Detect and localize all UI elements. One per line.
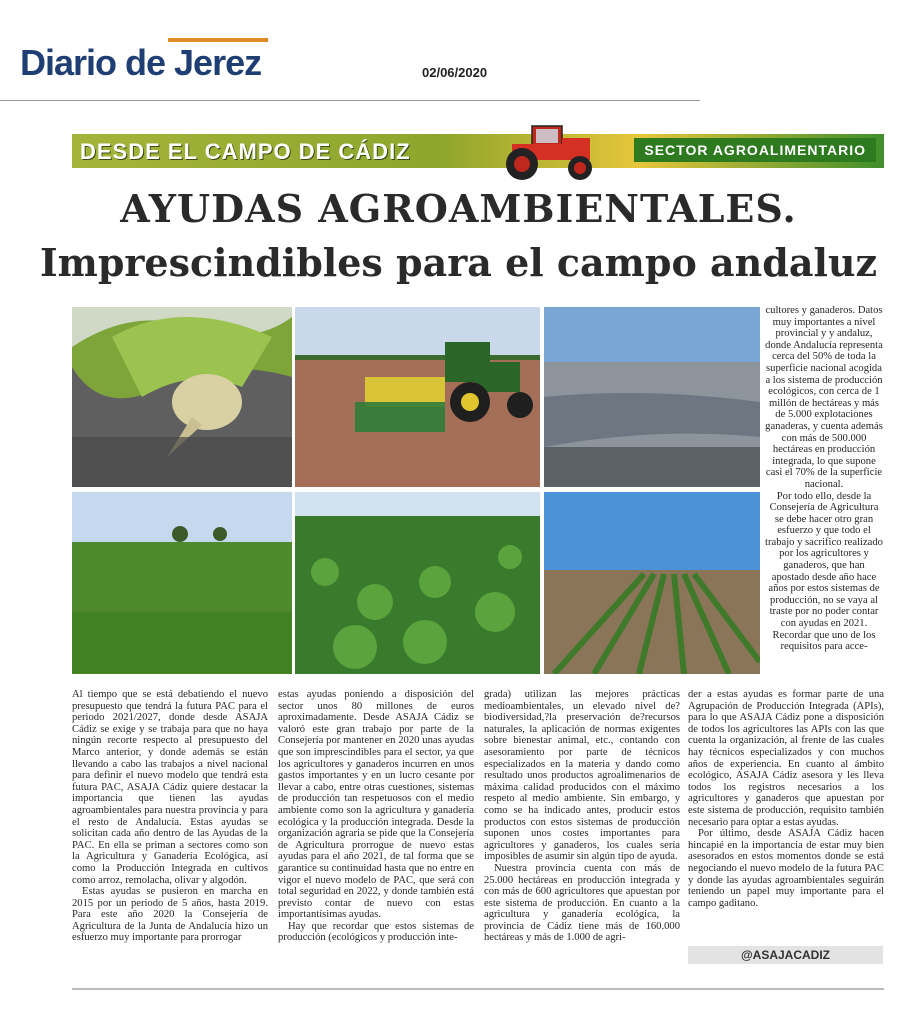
banner-sector-label: SECTOR AGROALIMENTARIO <box>634 138 876 162</box>
article-paragraph: Al tiempo que se está debatiendo el nuevo presupuesto que tendrá la futura PAC para el periodo 2021/2027, donde desde ASAJA Cádiz se exige y se trabaja para que no haya ningún recorte respecto al presupuesto del Marco anterior, y donde además se están llevando a cabo las trabajos a nivel nacional para definir el nuevo modelo que tendrá esta futura PAC, ASAJA Cádiz quiere destacar la importancia que tienen las ayudas agroambientales para nuestra provincia y para el resto de Andalucía. Estas ayudas se solicitan cada año dentro de las Ayudas de la PAC. En ella se priman a sectores como son la Agricultura y Ganadería Ecológica, así como la Producción Integrada en cultivos como arroz, remolacha, olivar y algodón. <box>72 689 268 886</box>
article-paragraph: Nuestra provincia cuenta con más de 25.000 hectáreas en producción integrada y con más de 600 agricultores que apuestan por este sistema de producción. En cuanto a la agricultura y ganadería ecológica, la provincia de Cádiz tiene más de 160.000 hectáreas y más de 1.000 de agri- <box>484 862 680 944</box>
publication-date: 02/06/2020 <box>422 65 488 80</box>
article-column-1 <box>72 689 268 944</box>
article-paragraph: Recordar que uno de los requisitos para acce- <box>772 629 876 653</box>
article-paragraph: cultores y ganaderos. Datos muy importantes a nivel provincial y y andaluz, donde Andalucía representa cerca del 50% de toda la superficie nacional acogida a los sistema de producción ecológicos, con cerca de 1 millón de hectáreas y más de 5.000 explotaciones ganaderas, y cuenta además con más de 500.000 hectáreas en producción integrada, lo que supone casi el 70% de la superficie nacional. <box>765 305 883 490</box>
article-paragraph: Por último, desde ASAJA Cádiz hacen hincapié en la importancia de estar muy bien asesorados en estos momentos donde se está negociando el nuevo modelo de la futura PAC y donde las ayudas agroambientales seguirán teniendo un papel muy importante para el campo gaditano. <box>688 828 884 909</box>
article-paragraph: Por todo ello, desde la Consejería de Agricultura se debe hacer otro gran esfuerzo y que todo el trabajo y sacrifico realizado por los agricultores y ganaderos, que han apostado desde año hace años por estos sistemas de producción, no se vaya al traste por no poder contar con ayudas en 2021. <box>765 490 883 630</box>
social-handle: @ASAJACADIZ <box>688 946 883 964</box>
photo-tractor-field <box>295 307 540 487</box>
article-paragraph: grada) utilizan las mejores prácticas medioambientales, un elevado nivel de?biodiversidad,?la preservación de?recursos naturales, la aplicación de normas exigentes sobre bienestar animal, etc., contando con asesoramiento por parte de técnicos especializados en la materia y dando como resultado unos productos agroalimenarios de máxima calidad producidos con el máximo respeto al medio ambiente. Sin embargo, y como se ha indicado antes, producir estos productos con estos sistemas de producción suponen unos costes importantes para agricultores y ganaderos, los cuales sería imposibles de asumir sin algún tipo de ayuda. <box>484 689 680 863</box>
article-paragraph: Estas ayudas se pusieron en marcha en 2015 por un periodo de 5 años, hasta 2019. Para este año 2020 la Consejería de Agricultura de la Junta de Andalucía hizo un esfuerzo muy importante para prorrogar <box>72 886 268 944</box>
article-column-right <box>764 305 884 653</box>
article-column-4 <box>688 689 884 909</box>
photo-leafy-crop <box>295 492 540 674</box>
section-banner <box>72 134 884 168</box>
photo-beet-root <box>72 307 292 487</box>
headline-main: AYUDAS AGROAMBIENTALES. <box>120 186 797 231</box>
tractor-icon <box>492 120 602 182</box>
masthead <box>0 0 917 100</box>
banner-section-title: DESDE EL CAMPO DE CÁDIZ <box>80 139 411 164</box>
article-paragraph: estas ayudas poniendo a disposición del sector unos 80 millones de euros aproximadamente. Desde ASAJA Cádiz se valoró este gran trabajo por parte de la Consejería por mantener en 2020 unas ayudas que son imprescindibles para el sector, ya que los agricultores y ganaderos incurren en unos gastos importantes y en un lucro cesante por llevar a cabo, entre otras cuestiones, sistemas de producción tan respetuosos con el medio ambiente como son la agricultura y ganadería ecológica y la producción integrada. Desde la organización agraria se pide que la Consejería de Agricultura prorrogue de nuevo estas ayudas para el año 2021, de tal forma que se garantice su continuidad hasta que no entre en vigor el nuevo modelo de PAC, que será con total seguridad en 2022, y donde también está previsto contar de nuevo con estas importantísimas ayudas. <box>278 689 474 921</box>
photo-crop-rows <box>544 492 760 674</box>
masthead-divider <box>0 100 700 101</box>
newspaper-logo: Diario de Jerez <box>20 42 262 83</box>
article-column-2 <box>278 689 474 944</box>
photo-flooded-field <box>544 307 760 487</box>
bottom-divider <box>72 988 884 990</box>
headline-sub: Imprescindibles para el campo andaluz <box>39 240 878 285</box>
photo-green-field <box>72 492 292 674</box>
article-paragraph: Hay que recordar que estos sistemas de producción (ecológicos y producción inte- <box>278 920 474 944</box>
article-column-3 <box>484 689 680 944</box>
article-paragraph: der a estas ayudas es formar parte de una Agrupación de Producción Integrada (APIs), para lo que ASAJA Cádiz pone a disposición de todos los agricultores las APIs con las que cuenta la organización, al frente de las cuales hay técnicos especializados y con muchos años de experiencia. En cuanto al ámbito ecológico, ASAJA Cádiz asesora y les lleva todos los registros necesarios a los agricultores y ganaderos que apuestan por este sistema de producción, requisito también necesario para optar a estas ayudas. <box>688 689 884 828</box>
